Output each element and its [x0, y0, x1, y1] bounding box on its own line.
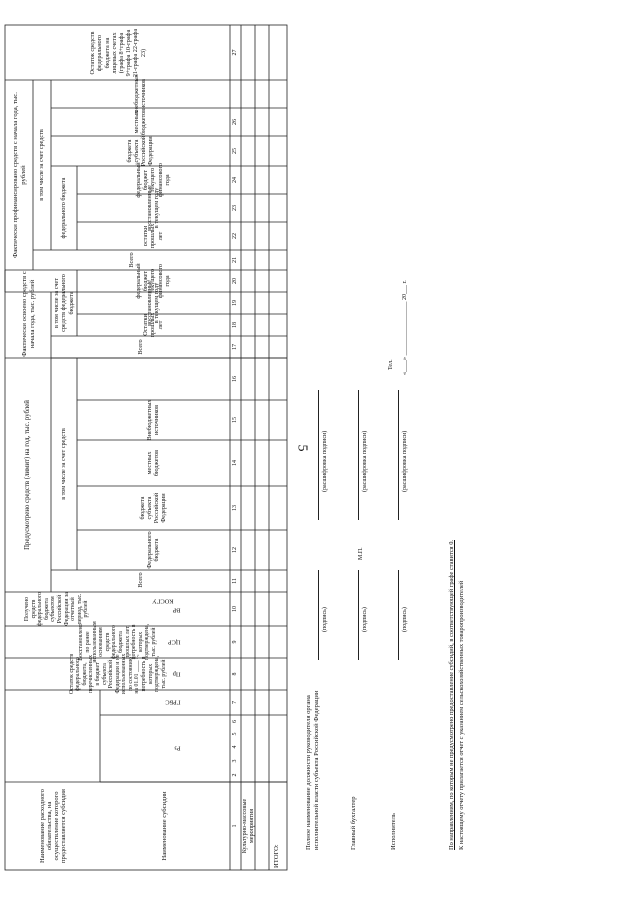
- row-itogo: ИТОГО:: [273, 844, 281, 868]
- colnum-26: 26: [232, 119, 238, 125]
- header-col27: Остаток средств федерального бюджета на лицевых счетах (графа 8+графа 9+графа 10-графа 21-графа 22-графа 23): [89, 28, 147, 78]
- report-table: [5, 25, 290, 870]
- colnum-2: 2: [232, 773, 238, 777]
- colnum-13: 13: [232, 505, 238, 511]
- header-col17: Остатки прошлых лет: [142, 312, 164, 338]
- colnum-16: 16: [232, 376, 238, 382]
- header-col26: внебюджетных источников: [132, 74, 147, 114]
- head-sign-line: [318, 570, 319, 660]
- executor-podpis-label: (подпись): [402, 607, 408, 632]
- note-attachment: К настоящему отчету прилагается отчет с указанием сельскохозяйственных товаропроизводителей: [458, 580, 465, 850]
- colnum-27: 27: [232, 49, 238, 56]
- header-col23: федеральный бюджет текущего финансового года: [134, 162, 171, 198]
- colnum-20: 20: [232, 278, 238, 284]
- colnum-10: 10: [232, 606, 238, 612]
- header-fed-byudzheta: федерального бюджета: [60, 177, 68, 239]
- header-col11: Всего: [137, 572, 145, 588]
- colnum-15: 15: [232, 417, 238, 423]
- code-grbs: ГРБС: [165, 698, 181, 706]
- executor-decode-line: [398, 390, 399, 520]
- colnum-5: 5: [232, 732, 238, 736]
- header-col15: Внебюджетных источников: [145, 399, 160, 441]
- header-col8: Остаток средств федерального бюджета, перечисленных в бюджет субъекта Российской Федерации и не использованных по состоянию на 01.01 ____ г., потребность в которых подтверждена, тыс. рублей: [68, 653, 167, 695]
- code-rz: Рз: [174, 744, 181, 752]
- colnum-11: 11: [232, 578, 238, 584]
- colnum-22: 22: [232, 233, 238, 239]
- colnum-1: 1: [232, 824, 238, 828]
- colnum-12: 12: [232, 547, 238, 553]
- code-csr: ЦСР: [168, 638, 181, 646]
- rotated-page: [0, 25, 600, 880]
- tel-label: Тел.: [388, 359, 394, 370]
- chief-accountant: Главный бухгалтер: [350, 796, 357, 850]
- head-rasshifrovka-label: (расшифровка подписи): [322, 430, 328, 492]
- header-fact-fin: Фактически профинансировано средств с начала года, тыс. рублей: [12, 92, 27, 258]
- header-col16: Всего: [137, 339, 145, 355]
- header-predusm-vtom: в том числе за счет средств: [60, 428, 68, 500]
- executor: Исполнитель: [390, 813, 397, 850]
- code-vr: ВР: [172, 606, 181, 614]
- header-col18: восстановленные в текущем году: [145, 280, 160, 326]
- head-title: Полное наименование должности руководителя органа исполнительной власти субъекта Российской Федерации: [305, 690, 320, 850]
- colnum-18: 18: [232, 322, 238, 328]
- header-col20: Всего: [128, 252, 136, 268]
- chief-rasshifrovka-label: (расшифровка подписи): [362, 430, 368, 492]
- code-pr: Пр: [172, 670, 181, 678]
- header-fact-fin-vtom: в том числе за счет средств: [38, 129, 46, 201]
- header-col24: бюджета субъекта Российской Федерации: [125, 135, 155, 167]
- header-col10: Получено средств федерального бюджета субъектом Российской Федерации за отчетный период, тыс. рублей: [24, 592, 90, 626]
- head-decode-line: [318, 390, 319, 520]
- colnum-23: 23: [232, 205, 238, 211]
- executor-sign-line: [398, 570, 399, 660]
- header-col9: Восстановлено по ранее использованным основаниям средств федерального бюджета прошлых лет, потребность в которых подтверждена, тыс. рублей: [78, 621, 157, 663]
- colnum-19: 19: [232, 300, 238, 306]
- code-kosgu: КОСГУ: [152, 597, 174, 605]
- header-col22: восстановленные в текущем году: [145, 185, 160, 231]
- header-subsidy-name: Наименование субсидии: [161, 791, 169, 861]
- chief-podpis-label: (подпись): [362, 607, 368, 632]
- header-fact-osv: Фактически освоено средств с начала года, тыс. рублей: [21, 271, 36, 357]
- chief-sign-line: [358, 570, 359, 660]
- colnum-4: 4: [232, 745, 238, 749]
- header-fact-osv-vtom: в том числе за счет средств федерального бюджета: [53, 274, 75, 332]
- note-zero: По направлениям, по которым не предусмотрено предоставление субсидий, в соответствующей графе ставится 0.: [448, 540, 455, 850]
- header-col13: бюджета субъекта Российской Федерации: [138, 492, 168, 524]
- colnum-7: 7: [232, 701, 238, 704]
- header-col19: федеральный бюджет текущего финансового года: [134, 263, 171, 299]
- colnum-8: 8: [232, 672, 238, 676]
- executor-rasshifrovka-label: (расшифровка подписи): [402, 430, 408, 492]
- row-cultural-events: Культурно-массовые мероприятия: [240, 798, 255, 854]
- page-number: 5: [294, 444, 310, 452]
- header-col14: местных бюджетов: [145, 449, 160, 477]
- colnum-14: 14: [232, 460, 238, 466]
- date-line: «____» __________________ 20___ г.: [402, 280, 408, 375]
- colnum-17: 17: [232, 344, 238, 350]
- colnum-24: 24: [232, 177, 238, 183]
- header-col25: местных бюджетов: [132, 108, 147, 136]
- header-predusm: Предусмотрено средств (лимит) на год, тыс. рублей: [24, 400, 32, 550]
- head-podpis-label: (подпись): [322, 607, 328, 632]
- header-col12: Федерального бюджета: [145, 531, 160, 569]
- stamp-mp: М.П.: [358, 547, 364, 560]
- colnum-9: 9: [232, 640, 238, 644]
- colnum-6: 6: [232, 720, 238, 723]
- header-col21: остатки прошлых лет: [142, 223, 164, 249]
- colnum-3: 3: [232, 759, 238, 763]
- colnum-21: 21: [232, 257, 238, 263]
- colnum-25: 25: [232, 148, 238, 154]
- header-obligation: Наименование расходного обязательства, на осуществление которого предоставляется субсидия: [38, 789, 68, 863]
- chief-decode-line: [358, 390, 359, 520]
